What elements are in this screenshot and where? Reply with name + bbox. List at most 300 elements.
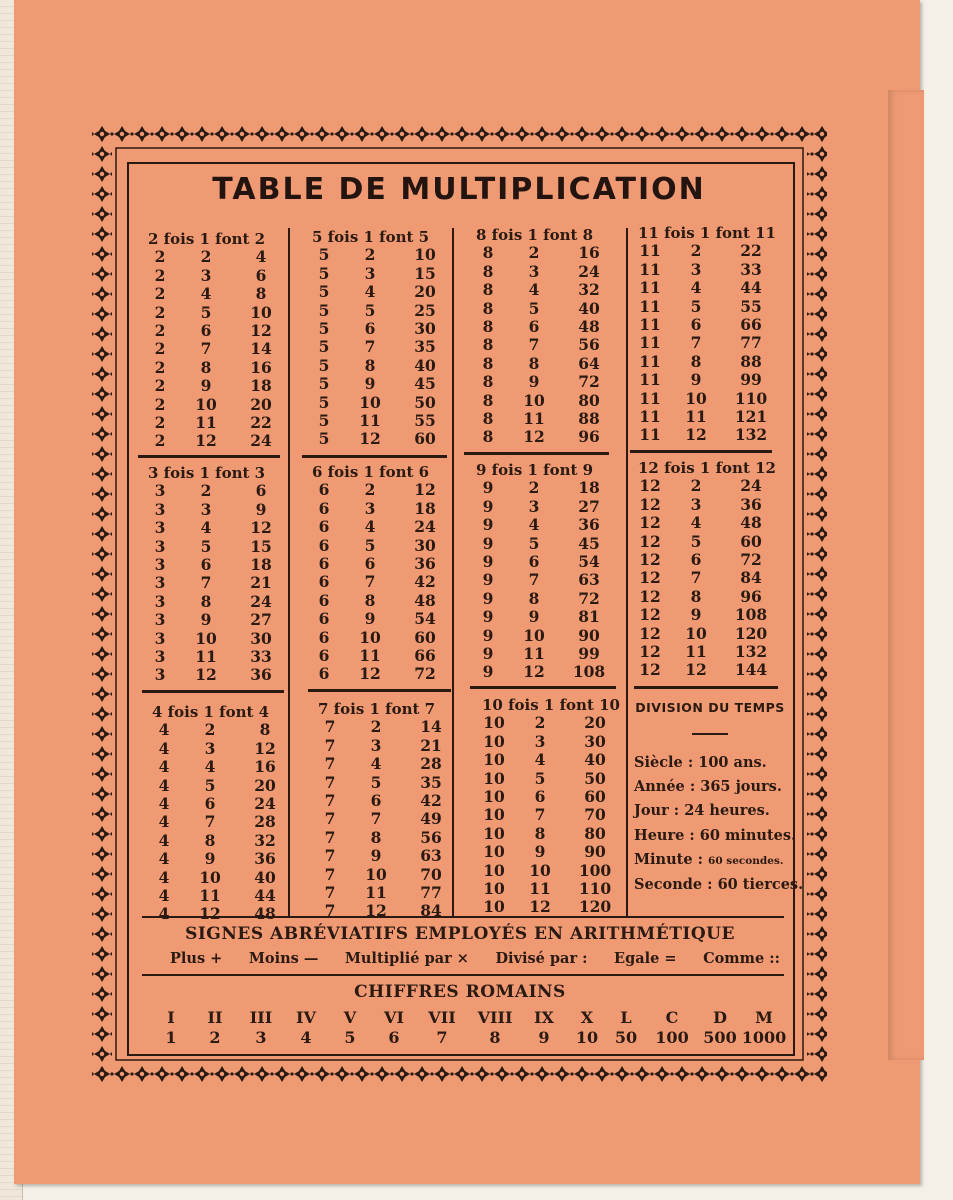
arabic-value: 1000 <box>741 1028 787 1047</box>
table-cell: 3 <box>154 481 166 501</box>
table-cell: 24 <box>414 517 436 537</box>
time-unit-line <box>632 848 788 873</box>
table-cell: 2 <box>154 431 166 451</box>
table-cell: 10 <box>359 392 381 412</box>
table-cell: 5 <box>200 536 212 556</box>
table-cell: 20 <box>584 713 606 733</box>
roman-numeral: D <box>713 1008 727 1027</box>
table-cell: 60 <box>414 429 436 449</box>
table-row <box>140 519 292 537</box>
multiplication-table <box>468 226 620 447</box>
table-cell: 80 <box>578 390 600 410</box>
arabic-value: 4 <box>300 1028 312 1047</box>
table-cell: 8 <box>528 588 540 608</box>
table-row <box>468 355 620 373</box>
table-cell: 8 <box>482 298 494 318</box>
table-cell: 6 <box>318 627 330 647</box>
table-cell: 6 <box>318 498 330 518</box>
time-unit-label: Minute : <box>634 850 703 868</box>
roman-numeral: V <box>343 1008 357 1027</box>
table-cell: 2 <box>154 357 166 377</box>
table-cell: 48 <box>414 590 436 610</box>
time-unit-value: 365 jours. <box>700 778 782 796</box>
table-cell: 4 <box>370 754 382 774</box>
table-row <box>144 887 296 905</box>
table-cell: 12 <box>639 513 661 533</box>
table-cell: 4 <box>528 515 540 535</box>
table-row <box>468 244 620 262</box>
table-cell: 2 <box>154 413 166 433</box>
roman-numeral: IV <box>296 1008 316 1027</box>
table-cell: 6 <box>200 555 212 575</box>
table-row <box>140 648 292 666</box>
table-header: 6 fois 1 font 6 <box>312 463 430 481</box>
table-header: 8 fois 1 font 8 <box>476 226 594 244</box>
table-cell: 40 <box>578 298 600 318</box>
table-cell: 21 <box>250 573 272 593</box>
table-cell: 3 <box>154 536 166 556</box>
arabic-value: 500 <box>703 1028 737 1047</box>
table-cell: 3 <box>154 610 166 630</box>
table-cell: 6 <box>255 481 267 501</box>
table-cell: 9 <box>690 370 702 390</box>
table-row <box>310 847 462 865</box>
table-cell: 108 <box>572 662 606 682</box>
table-row <box>310 755 462 773</box>
table-cell: 42 <box>420 791 442 811</box>
table-cell: 27 <box>250 610 272 630</box>
table-row <box>468 535 620 553</box>
signs-title: SIGNES ABRÉVIATIFS EMPLOYÉS EN ARITHMÉTIQUE <box>185 924 735 944</box>
table-cell: 66 <box>740 315 762 335</box>
table-row <box>630 353 782 371</box>
row-rule <box>138 455 280 458</box>
table-row <box>468 428 620 446</box>
table-row <box>630 625 782 643</box>
table-cell: 60 <box>740 531 762 551</box>
table-row <box>304 412 456 430</box>
table-cell: 6 <box>528 552 540 572</box>
table-cell: 12 <box>639 623 661 643</box>
table-cell: 11 <box>639 407 661 427</box>
table-cell: 10 <box>483 823 505 843</box>
table-row <box>144 850 296 868</box>
table-cell: 7 <box>324 901 336 921</box>
table-cell: 11 <box>523 409 545 429</box>
table-cell: 6 <box>255 265 267 285</box>
table-cell: 96 <box>740 586 762 606</box>
table-cell: 27 <box>578 496 600 516</box>
table-cell: 3 <box>528 261 540 281</box>
table-cell: 12 <box>195 431 217 451</box>
table-cell: 2 <box>534 713 546 733</box>
table-cell: 8 <box>482 372 494 392</box>
table-row <box>474 843 626 861</box>
table-cell: 2 <box>154 265 166 285</box>
roman-numerals-title: CHIFFRES ROMAINS <box>354 982 566 1002</box>
table-cell: 8 <box>482 335 494 355</box>
table-cell: 8 <box>364 590 376 610</box>
table-cell: 108 <box>734 605 768 625</box>
table-cell: 9 <box>482 570 494 590</box>
time-unit-label: Seconde : <box>634 876 713 894</box>
table-cell: 4 <box>200 284 212 304</box>
table-cell: 12 <box>414 480 436 500</box>
roman-numeral: VI <box>384 1008 404 1027</box>
table-cell: 7 <box>324 791 336 811</box>
table-cell: 40 <box>584 750 606 770</box>
table-row <box>140 322 292 340</box>
row-rule <box>470 686 616 689</box>
table-cell: 7 <box>204 812 216 832</box>
table-cell: 6 <box>318 646 330 666</box>
sign-item: Moins — <box>248 950 319 967</box>
table-cell: 33 <box>250 647 272 667</box>
table-cell: 6 <box>364 554 376 574</box>
table-cell: 24 <box>740 476 762 496</box>
table-row <box>630 316 782 334</box>
table-cell: 10 <box>483 860 505 880</box>
table-cell: 12 <box>250 321 272 341</box>
time-unit-line <box>632 873 804 897</box>
table-row <box>304 430 456 448</box>
table-cell: 8 <box>482 317 494 337</box>
table-cell: 18 <box>250 555 272 575</box>
table-cell: 3 <box>154 573 166 593</box>
table-cell: 8 <box>690 586 702 606</box>
division-du-temps <box>632 700 804 897</box>
table-cell: 99 <box>740 370 762 390</box>
table-cell: 36 <box>250 665 272 685</box>
table-cell: 9 <box>482 644 494 664</box>
table-cell: 8 <box>482 427 494 447</box>
table-cell: 90 <box>578 625 600 645</box>
time-unit-label: Heure : <box>634 826 695 844</box>
table-cell: 3 <box>200 265 212 285</box>
table-cell: 11 <box>639 315 661 335</box>
time-unit-label: Jour : <box>634 802 680 820</box>
table-cell: 4 <box>364 517 376 537</box>
table-row <box>468 336 620 354</box>
table-cell: 10 <box>365 864 387 884</box>
table-row <box>468 516 620 534</box>
table-cell: 7 <box>690 333 702 353</box>
table-row <box>630 242 782 260</box>
table-cell: 11 <box>359 411 381 431</box>
table-cell: 4 <box>158 775 170 795</box>
table-cell: 84 <box>420 901 442 921</box>
table-cell: 90 <box>584 842 606 862</box>
multiplication-table <box>310 700 462 921</box>
table-cell: 12 <box>199 904 221 924</box>
table-cell: 3 <box>528 496 540 516</box>
column-rule <box>626 228 628 918</box>
table-cell: 16 <box>254 757 276 777</box>
table-row <box>630 643 782 661</box>
table-cell: 63 <box>420 846 442 866</box>
table-cell: 11 <box>639 370 661 390</box>
table-cell: 4 <box>690 513 702 533</box>
multiplication-table <box>304 228 456 449</box>
table-header: 7 fois 1 font 7 <box>318 700 436 718</box>
arabic-value: 100 <box>655 1028 689 1047</box>
table-row <box>140 501 292 519</box>
table-row <box>140 574 292 592</box>
table-cell: 8 <box>482 390 494 410</box>
table-cell: 10 <box>195 628 217 648</box>
table-cell: 60 <box>584 787 606 807</box>
table-cell: 12 <box>639 568 661 588</box>
table-cell: 54 <box>578 552 600 572</box>
table-cell: 5 <box>318 392 330 412</box>
table-row <box>304 500 456 518</box>
table-cell: 6 <box>318 554 330 574</box>
table-cell: 9 <box>255 499 267 519</box>
table-cell: 22 <box>250 413 272 433</box>
table-cell: 11 <box>365 883 387 903</box>
table-cell: 4 <box>528 280 540 300</box>
table-cell: 8 <box>200 591 212 611</box>
table-row <box>310 810 462 828</box>
table-cell: 60 <box>414 627 436 647</box>
table-row <box>474 825 626 843</box>
table-row <box>304 375 456 393</box>
table-row <box>630 496 782 514</box>
table-cell: 11 <box>639 278 661 298</box>
table-cell: 28 <box>254 812 276 832</box>
table-row <box>304 555 456 573</box>
table-cell: 88 <box>740 351 762 371</box>
table-cell: 2 <box>154 302 166 322</box>
table-row <box>630 334 782 352</box>
table-cell: 15 <box>414 263 436 283</box>
table-cell: 7 <box>324 883 336 903</box>
arabic-value: 9 <box>538 1028 550 1047</box>
table-cell: 16 <box>578 243 600 263</box>
table-cell: 54 <box>414 609 436 629</box>
table-cell: 30 <box>584 731 606 751</box>
table-cell: 5 <box>690 296 702 316</box>
table-cell: 10 <box>483 713 505 733</box>
table-cell: 11 <box>529 879 551 899</box>
table-cell: 7 <box>370 809 382 829</box>
table-cell: 70 <box>584 805 606 825</box>
table-row <box>140 538 292 556</box>
table-row <box>304 246 456 264</box>
table-cell: 64 <box>578 353 600 373</box>
roman-numeral: M <box>755 1008 773 1027</box>
table-cell: 3 <box>204 738 216 758</box>
table-row <box>630 606 782 624</box>
table-cell: 10 <box>195 394 217 414</box>
table-row <box>140 267 292 285</box>
arabic-value: 3 <box>255 1028 267 1047</box>
multiplication-table <box>144 703 296 924</box>
table-cell: 9 <box>482 625 494 645</box>
table-cell: 12 <box>523 662 545 682</box>
sign-item: Comme :: <box>703 950 780 967</box>
table-cell: 5 <box>318 355 330 375</box>
table-cell: 4 <box>158 849 170 869</box>
table-header: 4 fois 1 font 4 <box>152 703 270 721</box>
table-cell: 30 <box>414 319 436 339</box>
table-cell: 5 <box>318 429 330 449</box>
table-row <box>474 898 626 916</box>
table-cell: 10 <box>523 390 545 410</box>
table-cell: 6 <box>204 794 216 814</box>
table-cell: 8 <box>534 823 546 843</box>
table-row <box>140 359 292 377</box>
table-cell: 55 <box>740 296 762 316</box>
table-cell: 5 <box>318 374 330 394</box>
table-cell: 20 <box>254 775 276 795</box>
arabic-value: 1 <box>165 1028 177 1047</box>
table-row <box>144 905 296 923</box>
table-cell: 72 <box>578 372 600 392</box>
time-unit-line <box>632 751 788 775</box>
table-cell: 10 <box>483 842 505 862</box>
table-cell: 49 <box>420 809 442 829</box>
table-row <box>468 627 620 645</box>
table-cell: 7 <box>534 805 546 825</box>
table-cell: 3 <box>154 499 166 519</box>
table-cell: 5 <box>690 531 702 551</box>
table-header: 5 fois 1 font 5 <box>312 228 430 246</box>
roman-numeral: IX <box>534 1008 554 1027</box>
table-cell: 96 <box>578 427 600 447</box>
table-cell: 9 <box>204 849 216 869</box>
table-row <box>630 408 782 426</box>
roman-numerals <box>150 1008 790 1048</box>
table-cell: 10 <box>685 623 707 643</box>
table-cell: 11 <box>639 241 661 261</box>
table-row <box>140 666 292 684</box>
table-cell: 7 <box>324 827 336 847</box>
table-cell: 8 <box>204 830 216 850</box>
table-row <box>140 377 292 395</box>
table-cell: 11 <box>199 886 221 906</box>
table-cell: 5 <box>534 768 546 788</box>
time-unit-value: 60 tierces. <box>717 876 804 894</box>
table-header: 10 fois 1 font 10 <box>482 696 620 714</box>
table-cell: 77 <box>420 883 442 903</box>
signs-list <box>170 950 780 967</box>
table-cell: 7 <box>364 337 376 357</box>
table-cell: 5 <box>200 302 212 322</box>
table-cell: 12 <box>685 425 707 445</box>
table-cell: 3 <box>154 628 166 648</box>
table-cell: 8 <box>482 280 494 300</box>
table-cell: 11 <box>639 296 661 316</box>
table-cell: 81 <box>578 607 600 627</box>
table-row <box>144 740 296 758</box>
roman-numeral: VII <box>428 1008 456 1027</box>
table-cell: 50 <box>414 392 436 412</box>
roman-numeral: L <box>620 1008 632 1027</box>
table-cell: 7 <box>528 335 540 355</box>
table-cell: 56 <box>420 827 442 847</box>
table-cell: 4 <box>158 812 170 832</box>
roman-numeral: X <box>580 1008 594 1027</box>
table-cell: 88 <box>578 409 600 429</box>
table-cell: 30 <box>250 628 272 648</box>
table-cell: 5 <box>318 411 330 431</box>
table-row <box>304 394 456 412</box>
table-cell: 8 <box>255 284 267 304</box>
table-cell: 5 <box>318 337 330 357</box>
table-cell: 7 <box>528 570 540 590</box>
table-cell: 6 <box>318 572 330 592</box>
table-row <box>144 869 296 887</box>
table-row <box>468 410 620 428</box>
table-cell: 24 <box>250 431 272 451</box>
table-cell: 12 <box>639 494 661 514</box>
table-row <box>310 829 462 847</box>
table-row <box>140 396 292 414</box>
table-cell: 6 <box>318 535 330 555</box>
multiplication-table <box>630 459 782 680</box>
multiplication-table <box>630 224 782 445</box>
table-cell: 7 <box>324 846 336 866</box>
table-cell: 9 <box>482 478 494 498</box>
table-cell: 12 <box>639 531 661 551</box>
table-cell: 3 <box>690 259 702 279</box>
table-cell: 12 <box>359 429 381 449</box>
table-cell: 3 <box>154 591 166 611</box>
table-cell: 32 <box>254 830 276 850</box>
table-cell: 66 <box>414 646 436 666</box>
table-cell: 9 <box>690 605 702 625</box>
table-row <box>468 608 620 626</box>
table-cell: 12 <box>250 518 272 538</box>
table-row <box>630 279 782 297</box>
table-cell: 6 <box>364 319 376 339</box>
table-cell: 8 <box>482 243 494 263</box>
table-row <box>630 661 782 679</box>
table-cell: 3 <box>364 263 376 283</box>
table-cell: 32 <box>578 280 600 300</box>
table-cell: 11 <box>639 351 661 371</box>
table-row <box>140 414 292 432</box>
table-cell: 3 <box>534 731 546 751</box>
table-cell: 5 <box>318 263 330 283</box>
table-row <box>304 283 456 301</box>
table-cell: 18 <box>250 376 272 396</box>
table-cell: 11 <box>639 425 661 445</box>
time-unit-line <box>632 824 797 848</box>
arabic-value: 2 <box>209 1028 221 1047</box>
table-cell: 72 <box>740 550 762 570</box>
table-row <box>140 285 292 303</box>
table-cell: 10 <box>359 627 381 647</box>
table-cell: 80 <box>584 823 606 843</box>
table-row <box>630 298 782 316</box>
table-cell: 16 <box>250 357 272 377</box>
table-cell: 4 <box>204 757 216 777</box>
table-cell: 11 <box>195 647 217 667</box>
page-title: TABLE DE MULTIPLICATION <box>212 172 706 207</box>
table-cell: 10 <box>483 805 505 825</box>
table-cell: 5 <box>318 282 330 302</box>
table-cell: 8 <box>482 353 494 373</box>
table-cell: 4 <box>158 867 170 887</box>
table-cell: 56 <box>578 335 600 355</box>
time-unit-value: 60 secondes. <box>708 854 784 867</box>
table-row <box>468 300 620 318</box>
table-cell: 35 <box>414 337 436 357</box>
table-cell: 18 <box>578 478 600 498</box>
roman-numeral: III <box>249 1008 273 1027</box>
